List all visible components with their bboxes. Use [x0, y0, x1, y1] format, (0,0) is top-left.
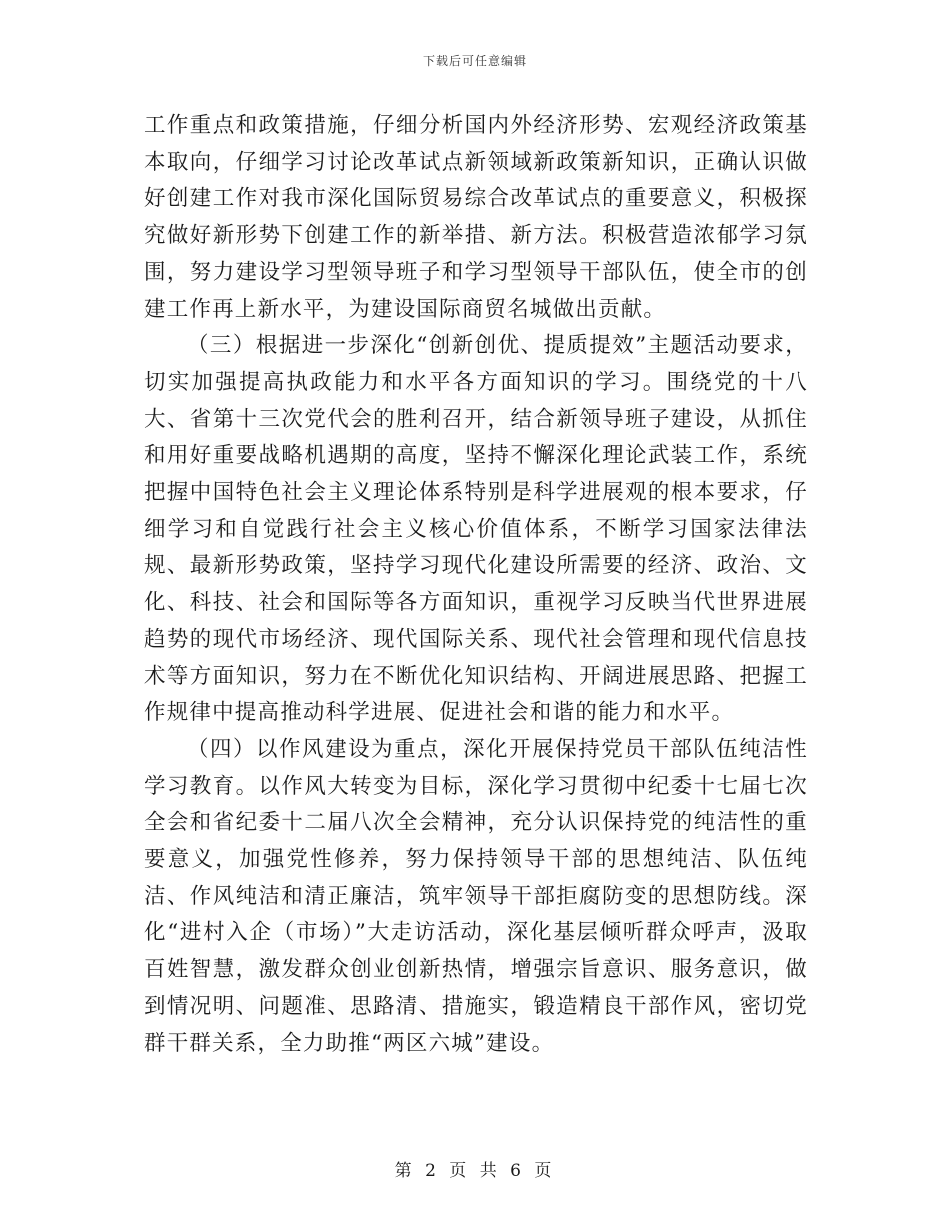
paragraph-continuation: 工作重点和政策措施，仔细分析国内外经济形势、宏观经济政策基本取向，仔细学习讨论改革试点新领域新政策新知识，正确认识做好创建工作对我市深化国际贸易综合改革试点的重要意义，积极探究做好新形势下创建工作的新举措、新方法。积极营造浓郁学习氛围，努力建设学习型领导班子和学习型领导干部队伍，使全市的创建工作再上新水平，为建设国际商贸名城做出贡献。	[144, 113, 808, 322]
page-number-footer: 第 2 页 共 6 页	[394, 1161, 556, 1181]
paragraph-section-three: （三）根据进一步深化“创新创优、提质提效”主题活动要求，切实加强提高执政能力和水平各方面知识的学习。围绕党的十八大、省第十三次党代会的胜利召开，结合新领导班子建设，从抓住和用好重要战略机遇期的高度，坚持不懈深化理论武装工作，系统把握中国特色社会主义理论体系特别是科学进展观的根本要求，仔细学习和自觉践行社会主义核心价值体系，不断学习国家法律法规、最新形势政策，坚持学习现代化建设所需要的经济、政治、文化、科技、社会和国际等各方面知识，重视学习反映当代世界进展趋势的现代市场经济、现代国际关系、现代社会管理和现代信息技术等方面知识，努力在不断优化知识结构、开阔进展思路、把握工作规律中提高推动科学进展、促进社会和谐的能力和水平。	[144, 333, 808, 726]
document-body	[144, 108, 808, 1062]
header-note: 下载后可任意编辑	[422, 54, 527, 68]
paragraph-section-four: （四）以作风建设为重点，深化开展保持党员干部队伍纯洁性学习教育。以作风大转变为目标，深化学习贯彻中纪委十七届七次全会和省纪委十二届八次全会精神，充分认识保持党的纯洁性的重要意义，加强党性修养，努力保持领导干部的思想纯洁、队伍纯洁、作风纯洁和清正廉洁，筑牢领导干部拒腐防变的思想防线。深化“进村入企（市场）”大走访活动，深化基层倾听群众呼声，汲取百姓智慧，激发群众创业创新热情，增强宗旨意识、服务意识，做到情况明、问题准、思路清、措施实，锻造精良干部作风，密切党群干群关系，全力助推“两区六城”建设。	[144, 736, 808, 1056]
